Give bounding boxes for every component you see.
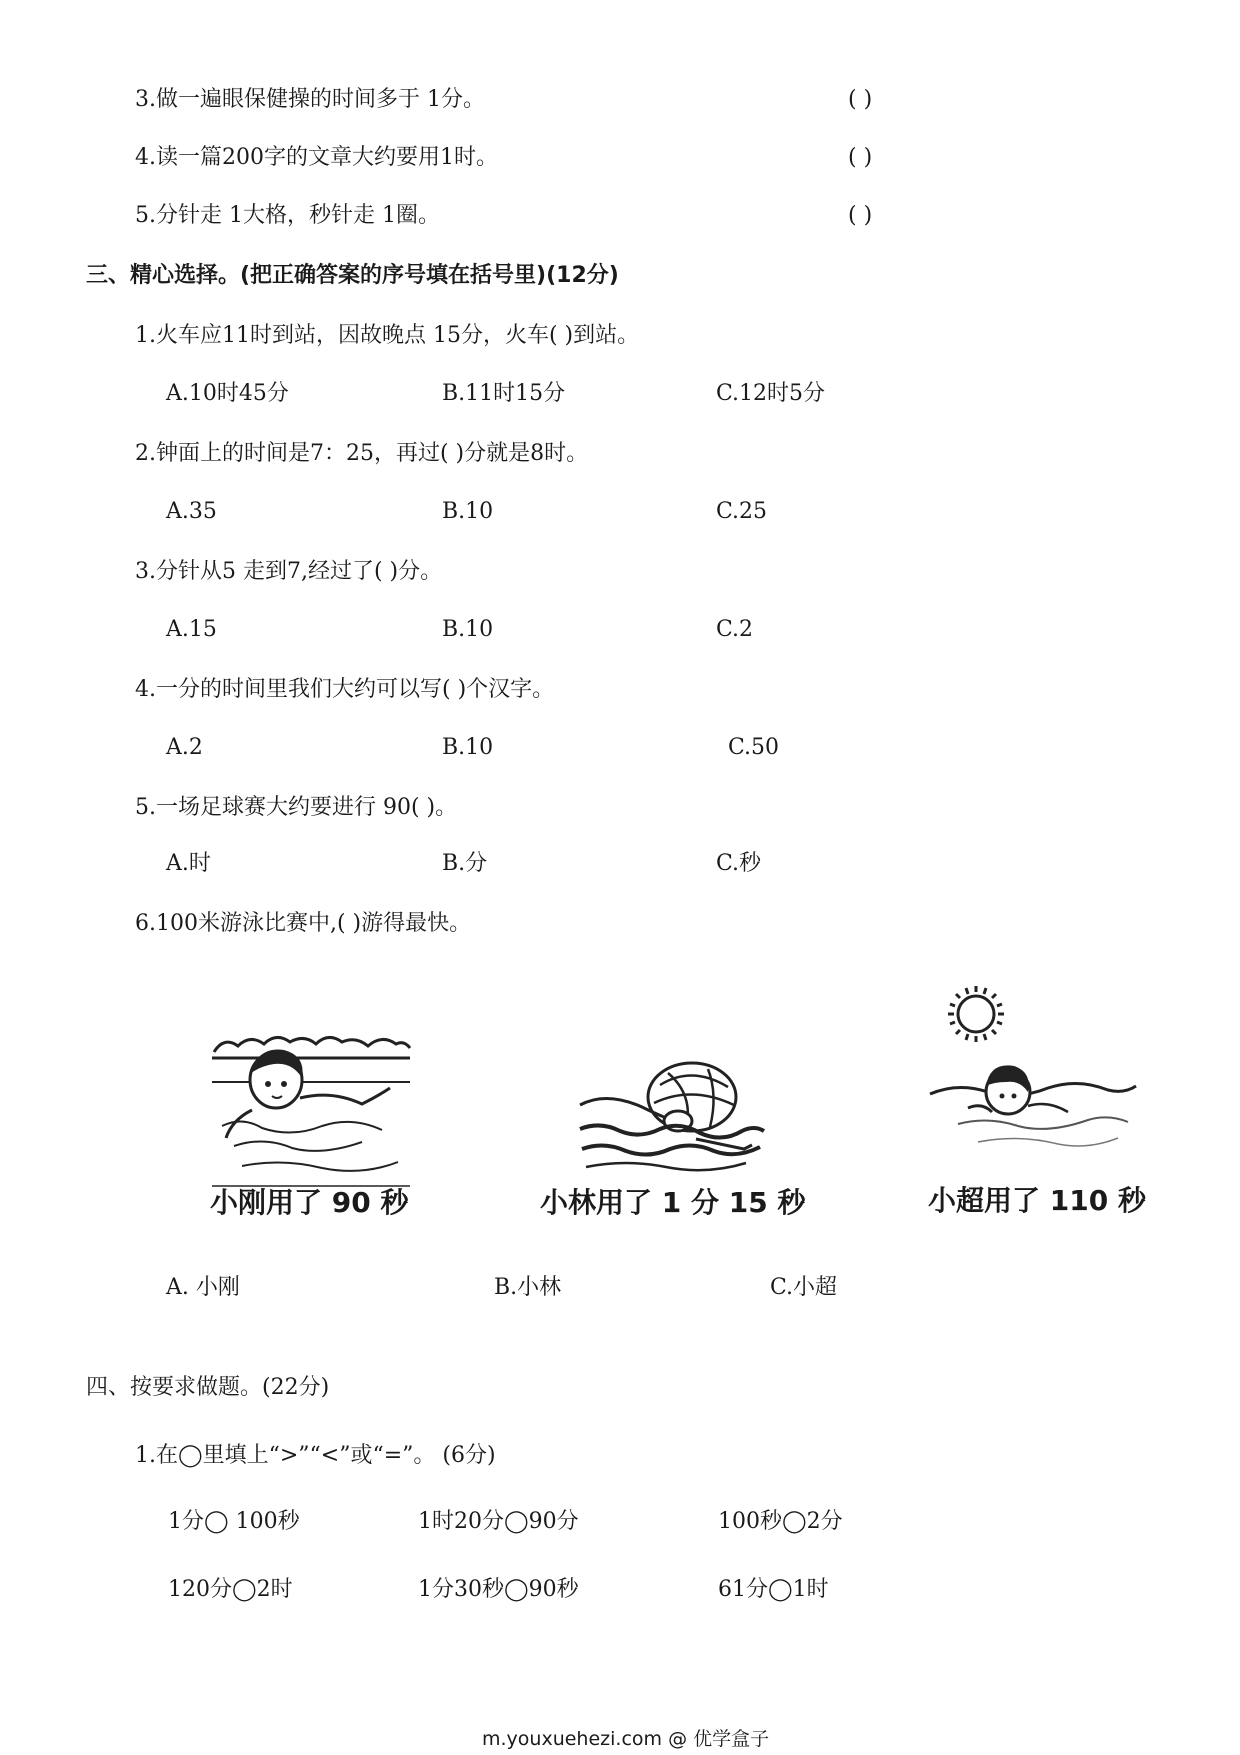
option-3-3-c[interactable]: C.2	[716, 617, 754, 642]
answer-bracket-4[interactable]: ( )	[848, 145, 873, 170]
option-3-6-c[interactable]: C.小超	[770, 1275, 838, 1300]
caption-xiaolin: 小林用了 1 分 15 秒	[540, 1186, 806, 1219]
option-3-4-c[interactable]: C.50	[728, 735, 780, 760]
compare-2-3[interactable]: 61分◯1时	[718, 1577, 829, 1602]
section-4-title: 四、按要求做题。(22分)	[86, 1375, 330, 1400]
option-3-3-a[interactable]: A.15	[166, 617, 217, 642]
judge-item-4: 4.读一篇200字的文章大约要用1时。	[135, 145, 498, 170]
compare-1-1[interactable]: 1分◯ 100秒	[168, 1509, 300, 1534]
question-3-4: 4.一分的时间里我们大约可以写( )个汉字。	[135, 677, 555, 702]
option-3-5-b[interactable]: B.分	[442, 851, 488, 876]
compare-2-1[interactable]: 120分◯2时	[168, 1577, 293, 1602]
option-3-5-a[interactable]: A.时	[166, 851, 211, 876]
caption-xiaogang: 小刚用了 90 秒	[210, 1186, 409, 1219]
answer-bracket-5[interactable]: ( )	[848, 203, 873, 228]
option-3-2-b[interactable]: B.10	[442, 499, 494, 524]
question-3-2: 2.钟面上的时间是7：25，再过( )分就是8时。	[135, 441, 589, 466]
question-4-1: 1.在◯里填上“>”“<”或“=”。 (6分)	[135, 1443, 496, 1468]
option-3-4-a[interactable]: A.2	[166, 735, 203, 760]
swimmer-xiaolin-illustration	[576, 1055, 766, 1175]
judge-item-5: 5.分针走 1大格，秒针走 1圈。	[135, 203, 440, 228]
option-3-4-b[interactable]: B.10	[442, 735, 494, 760]
question-3-1: 1.火车应11时到站，因故晚点 15分，火车( )到站。	[135, 323, 640, 348]
option-3-6-b[interactable]: B.小林	[494, 1275, 562, 1300]
option-3-1-a[interactable]: A.10时45分	[166, 381, 289, 406]
question-3-6: 6.100米游泳比赛中,( )游得最快。	[135, 911, 472, 936]
judge-item-3: 3.做一遍眼保健操的时间多于 1分。	[135, 87, 485, 112]
compare-1-3[interactable]: 100秒◯2分	[718, 1509, 843, 1534]
question-3-3: 3.分针从5 走到7,经过了( )分。	[135, 559, 443, 584]
footer-watermark: m.youxuehezi.com @ 优学盒子	[482, 1728, 770, 1750]
option-3-6-a[interactable]: A. 小刚	[166, 1275, 240, 1300]
compare-2-2[interactable]: 1分30秒◯90秒	[418, 1577, 579, 1602]
option-3-2-a[interactable]: A.35	[166, 499, 217, 524]
section-3-title: 三、精心选择。(把正确答案的序号填在括号里)(12分)	[86, 263, 619, 288]
option-3-1-c[interactable]: C.12时5分	[716, 381, 826, 406]
swimmer-xiaogang-illustration	[212, 1030, 412, 1190]
option-3-1-b[interactable]: B.11时15分	[442, 381, 566, 406]
sun-icon	[948, 986, 1004, 1042]
option-3-3-b[interactable]: B.10	[442, 617, 494, 642]
answer-bracket-3[interactable]: ( )	[848, 87, 873, 112]
compare-1-2[interactable]: 1时20分◯90分	[418, 1509, 579, 1534]
caption-xiaochao: 小超用了 110 秒	[928, 1184, 1146, 1217]
option-3-2-c[interactable]: C.25	[716, 499, 768, 524]
option-3-5-c[interactable]: C.秒	[716, 851, 762, 876]
question-3-5: 5.一场足球赛大约要进行 90( )。	[135, 795, 458, 820]
swimmer-xiaochao-illustration	[928, 982, 1138, 1172]
